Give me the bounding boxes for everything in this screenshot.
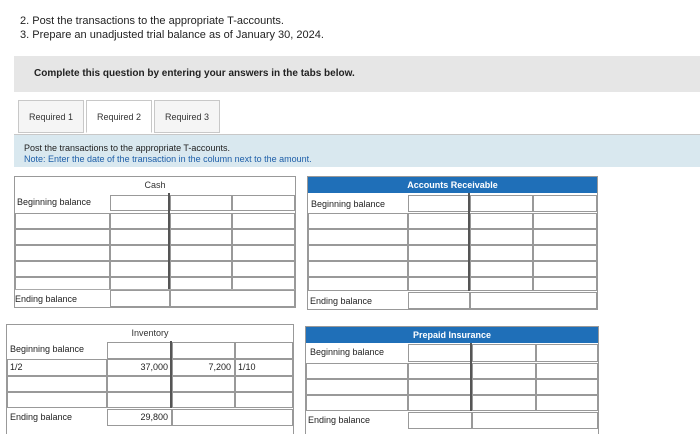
- ending-balance-input[interactable]: [472, 412, 598, 429]
- date-input[interactable]: [308, 229, 408, 245]
- date-input[interactable]: [536, 379, 598, 395]
- t-account-inventory: [6, 324, 294, 434]
- panel-title: Post the transactions to the appropriate T-accounts.: [24, 143, 230, 153]
- date-input[interactable]: [533, 261, 597, 277]
- t-account-divider: [168, 193, 170, 289]
- date-input[interactable]: [15, 277, 110, 289]
- date-input[interactable]: [235, 376, 293, 392]
- debit-input[interactable]: 37,000: [107, 359, 172, 376]
- ending-balance-input[interactable]: [170, 290, 295, 307]
- ending-balance-label: Ending balance: [10, 412, 73, 422]
- instruction-3: 3. Prepare an unadjusted trial balance as of January 30, 2024.: [20, 29, 324, 41]
- credit-input[interactable]: [170, 229, 232, 245]
- debit-input[interactable]: [110, 261, 170, 277]
- date-input[interactable]: [7, 392, 107, 408]
- ending-balance-input[interactable]: [408, 412, 472, 429]
- t-account-divider: [470, 343, 472, 411]
- date-input[interactable]: [232, 229, 295, 245]
- credit-input[interactable]: [170, 213, 232, 229]
- panel-instructions: [24, 143, 312, 165]
- credit-input[interactable]: [170, 261, 232, 277]
- date-input[interactable]: [533, 213, 597, 229]
- t-account-prepaid-insurance: [305, 326, 599, 434]
- date-input[interactable]: [533, 277, 597, 291]
- credit-input[interactable]: [472, 379, 536, 395]
- instruction-2: 2. Post the transactions to the appropriate T-accounts.: [20, 15, 284, 27]
- debit-input[interactable]: [408, 195, 470, 212]
- question-banner: [14, 56, 700, 92]
- credit-input[interactable]: [170, 245, 232, 261]
- debit-input[interactable]: [110, 277, 170, 289]
- debit-input[interactable]: [110, 229, 170, 245]
- date-input[interactable]: [308, 245, 408, 261]
- date-input[interactable]: [232, 213, 295, 229]
- date-input[interactable]: [235, 392, 293, 408]
- date-input[interactable]: 1/10: [235, 359, 293, 376]
- credit-input[interactable]: [470, 277, 533, 291]
- date-input[interactable]: [306, 363, 408, 379]
- date-input[interactable]: [533, 229, 597, 245]
- date-input[interactable]: [536, 363, 598, 379]
- date-input[interactable]: 1/2: [7, 359, 107, 376]
- banner-text: Complete this question by entering your answers in the tabs below.: [34, 68, 355, 79]
- ending-balance-label: Ending balance: [308, 415, 371, 425]
- ending-balance-input[interactable]: [110, 290, 170, 307]
- credit-input[interactable]: [172, 376, 235, 392]
- debit-input[interactable]: [408, 245, 470, 261]
- beginning-balance-label: Beginning balance: [17, 197, 92, 207]
- t-account-divider: [468, 193, 470, 291]
- date-input[interactable]: [15, 245, 110, 261]
- debit-input[interactable]: [408, 277, 470, 291]
- t-account-title: Inventory: [131, 328, 169, 338]
- panel-note: Note: Enter the date of the transaction in the column next to the amount.: [24, 154, 312, 164]
- credit-input[interactable]: [470, 261, 533, 277]
- ending-balance-input[interactable]: [408, 292, 470, 309]
- date-input[interactable]: [15, 261, 110, 277]
- debit-input[interactable]: [107, 376, 172, 392]
- debit-input[interactable]: [408, 344, 472, 362]
- debit-input[interactable]: [110, 195, 170, 211]
- date-input[interactable]: [308, 261, 408, 277]
- t-account-cash: [14, 176, 296, 308]
- instructions: [20, 14, 324, 42]
- ending-balance-input[interactable]: [470, 292, 597, 309]
- date-input[interactable]: [232, 277, 295, 289]
- credit-input[interactable]: [170, 277, 232, 289]
- date-input[interactable]: [536, 395, 598, 411]
- credit-input[interactable]: [470, 195, 533, 212]
- credit-input[interactable]: [472, 344, 536, 362]
- tab-required-2[interactable]: Required 2: [86, 100, 152, 133]
- ending-balance-input[interactable]: 29,800: [107, 409, 172, 426]
- date-input[interactable]: [306, 379, 408, 395]
- ending-balance-label: Ending balance: [310, 296, 373, 306]
- debit-input[interactable]: [408, 229, 470, 245]
- debit-input[interactable]: [107, 342, 172, 359]
- credit-input[interactable]: [172, 392, 235, 408]
- date-input[interactable]: [308, 213, 408, 229]
- date-input[interactable]: [15, 229, 110, 245]
- date-input[interactable]: [306, 395, 408, 411]
- ending-balance-label: Ending balance: [15, 294, 78, 304]
- t-account-title: Cash: [144, 180, 166, 190]
- credit-input[interactable]: [470, 229, 533, 245]
- credit-input[interactable]: [172, 342, 235, 359]
- date-input[interactable]: [235, 342, 293, 359]
- credit-input[interactable]: 7,200: [172, 359, 235, 376]
- beginning-balance-label: Beginning balance: [10, 344, 85, 354]
- date-input[interactable]: [533, 245, 597, 261]
- debit-input[interactable]: [408, 261, 470, 277]
- debit-input[interactable]: [408, 395, 472, 411]
- date-input[interactable]: [536, 344, 598, 362]
- credit-input[interactable]: [170, 195, 232, 211]
- date-input[interactable]: [232, 261, 295, 277]
- t-account-divider: [170, 341, 172, 408]
- ending-balance-input[interactable]: [172, 409, 293, 426]
- debit-input[interactable]: [408, 363, 472, 379]
- t-account-title: Accounts Receivable: [308, 177, 597, 193]
- debit-input[interactable]: [107, 392, 172, 408]
- debit-input[interactable]: [110, 245, 170, 261]
- tab-required-3[interactable]: Required 3: [154, 100, 220, 133]
- date-input[interactable]: [533, 195, 597, 212]
- date-input[interactable]: [7, 376, 107, 392]
- date-input[interactable]: [15, 213, 110, 229]
- tab-required-1[interactable]: Required 1: [18, 100, 84, 133]
- credit-input[interactable]: [472, 395, 536, 411]
- credit-input[interactable]: [470, 245, 533, 261]
- t-account-title: Prepaid Insurance: [306, 327, 598, 343]
- date-input[interactable]: [232, 195, 295, 211]
- date-input[interactable]: [308, 277, 408, 291]
- debit-input[interactable]: [408, 213, 470, 229]
- credit-input[interactable]: [470, 213, 533, 229]
- credit-input[interactable]: [472, 363, 536, 379]
- date-input[interactable]: [232, 245, 295, 261]
- beginning-balance-label: Beginning balance: [310, 347, 385, 357]
- beginning-balance-label: Beginning balance: [311, 199, 386, 209]
- debit-input[interactable]: [408, 379, 472, 395]
- debit-input[interactable]: [110, 213, 170, 229]
- t-account-accounts-receivable: [307, 176, 598, 310]
